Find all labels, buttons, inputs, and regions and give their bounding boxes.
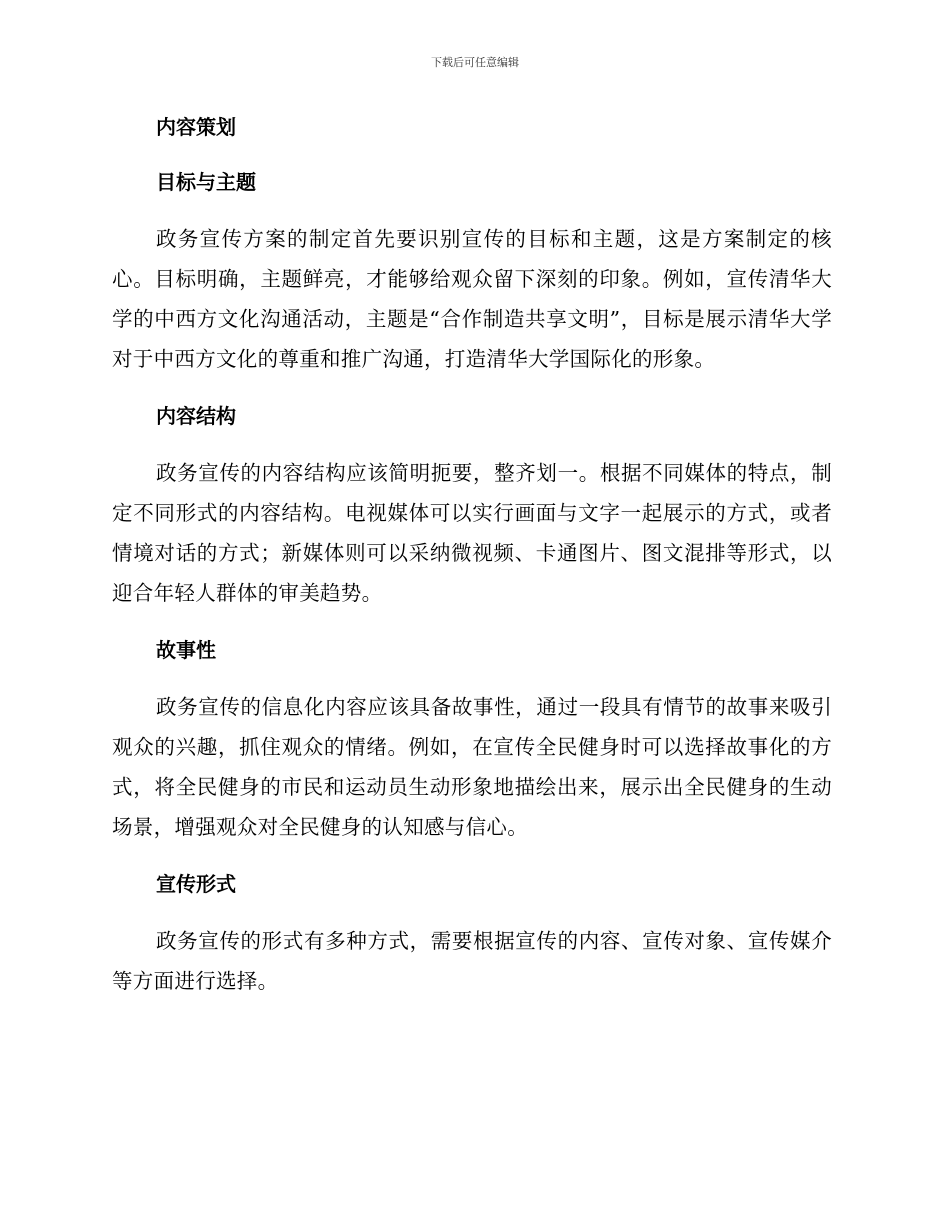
paragraph-goals-and-themes: 政务宣传方案的制定首先要识别宣传的目标和主题，这是方案制定的核心。目标明确，主题鲜亮，才能够给观众留下深刻的印象。例如，宣传清华大学的中西方文化沟通活动，主题是“合作制造共享文明”，目标是展示清华大学对于中西方文化的尊重和推广沟通，打造清华大学国际化的形象。 (112, 227, 832, 371)
section-heading-content-planning: 内容策划 (156, 115, 236, 139)
section-heading-goals-and-themes: 目标与主题 (156, 170, 256, 194)
paragraph-promotion-forms: 政务宣传的形式有多种方式，需要根据宣传的内容、宣传对象、宣传媒介等方面进行选择。 (112, 929, 832, 993)
document-body (112, 109, 832, 1020)
paragraph-content-structure: 政务宣传的内容结构应该简明扼要，整齐划一。根据不同媒体的特点，制定不同形式的内容结构。电视媒体可以实行画面与文字一起展示的方式，或者情境对话的方式；新媒体则可以采纳微视频、卡通图片、图文混排等形式，以迎合年轻人群体的审美趋势。 (112, 461, 832, 605)
paragraph-storytelling: 政务宣传的信息化内容应该具备故事性，通过一段具有情节的故事来吸引观众的兴趣，抓住观众的情绪。例如，在宣传全民健身时可以选择故事化的方式，将全民健身的市民和运动员生动形象地描绘出来，展示出全民健身的生动场景，增强观众对全民健身的认知感与信心。 (112, 695, 832, 839)
section-heading-promotion-forms: 宣传形式 (156, 872, 236, 896)
section-heading-storytelling: 故事性 (156, 638, 216, 662)
page-header: 下载后可任意编辑 (431, 56, 519, 69)
section-heading-content-structure: 内容结构 (156, 404, 236, 428)
